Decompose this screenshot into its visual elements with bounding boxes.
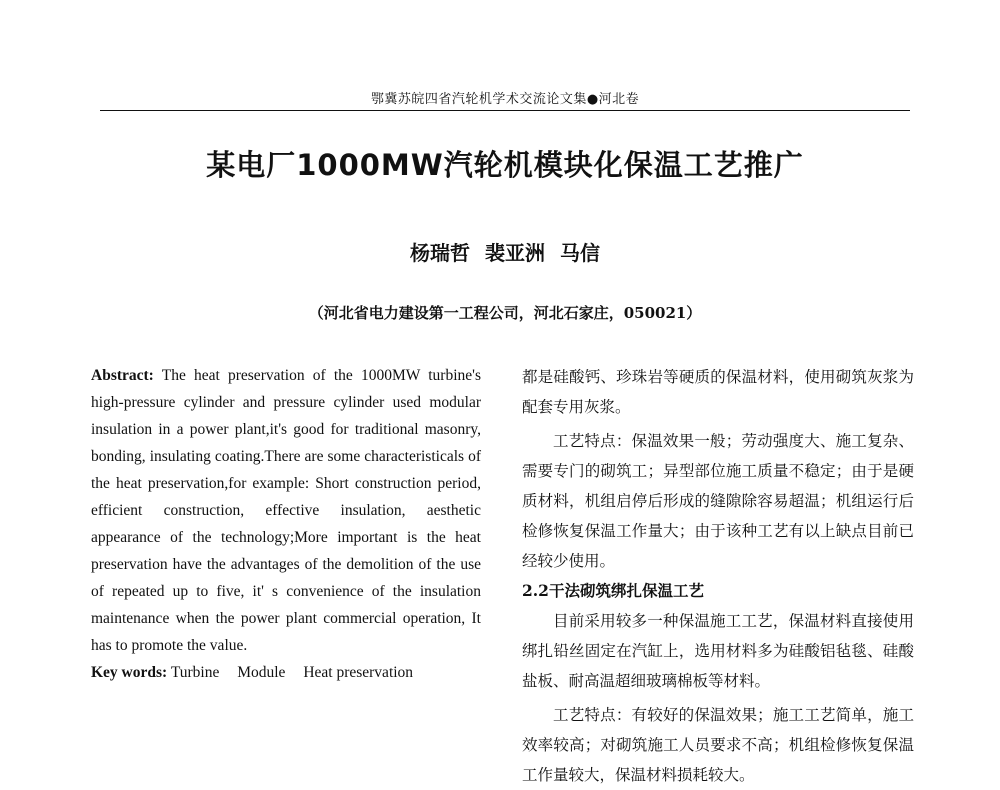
header-rule — [100, 110, 910, 111]
author: 裴亚洲 — [485, 241, 545, 265]
body-column — [522, 362, 914, 790]
abstract-column — [91, 362, 481, 686]
section-heading: 2.2干法砌筑绑扎保温工艺 — [522, 581, 704, 600]
body-paragraph: 工艺特点：有较好的保温效果；施工工艺简单，施工效率较高；对砌筑施工人员要求不高；机组检修恢复保温工作量较大，保温材料损耗较大。 — [522, 706, 914, 784]
running-header: 鄂冀苏皖四省汽轮机学术交流论文集●河北卷 — [370, 92, 640, 107]
paper-title: 某电厂1000MW汽轮机模块化保温工艺推广 — [206, 148, 804, 182]
keyword: Module — [237, 664, 286, 681]
body-paragraph: 工艺特点：保温效果一般；劳动强度大、施工复杂、需要专门的砌筑工；异型部位施工质量不稳定；由于是硬质材料，机组启停后形成的缝隙除容易超温；机组运行后检修恢复保温工作量大；由于该种工艺有以上缺点目前已经较少使用。 — [522, 432, 914, 570]
abstract — [91, 362, 481, 659]
body-paragraph: 目前采用较多一种保温施工工艺，保温材料直接使用绑扎铅丝固定在汽缸上，选用材料多为硅酸铝毡毯、硅酸盐板、耐高温超细玻璃棉板等材料。 — [522, 612, 914, 690]
abstract-text: The heat preservation of the 1000MW turbine's high-pressure cylinder and pressure cylinder used modular insulation in a power plant,it's good for traditional masonry, bonding, insulating coating.There are some characteristicals of the heat preservation,for example: Short construction period, efficient construction, effective insulation, aesthetic appearance of the technology;More important is the heat preservation have the advantages of the demolition of the use of repeated up to five, it' s convenience of the insulation maintenance when the power plant commercial operation, It has to promote the value. — [91, 367, 481, 654]
body-paragraph: 都是硅酸钙、珍珠岩等硬质的保温材料，使用砌筑灰浆为配套专用灰浆。 — [522, 368, 914, 416]
authors — [100, 237, 910, 266]
keyword: Heat preservation — [303, 664, 414, 681]
keywords — [91, 659, 481, 686]
abstract-label: Abstract: — [91, 367, 154, 384]
author: 杨瑞哲 — [410, 241, 471, 265]
affiliation: （河北省电力建设第一工程公司，河北石家庄，050021） — [308, 304, 702, 322]
keyword: Turbine — [170, 664, 220, 681]
author: 马信 — [559, 241, 600, 265]
keywords-label: Key words: — [91, 664, 168, 681]
